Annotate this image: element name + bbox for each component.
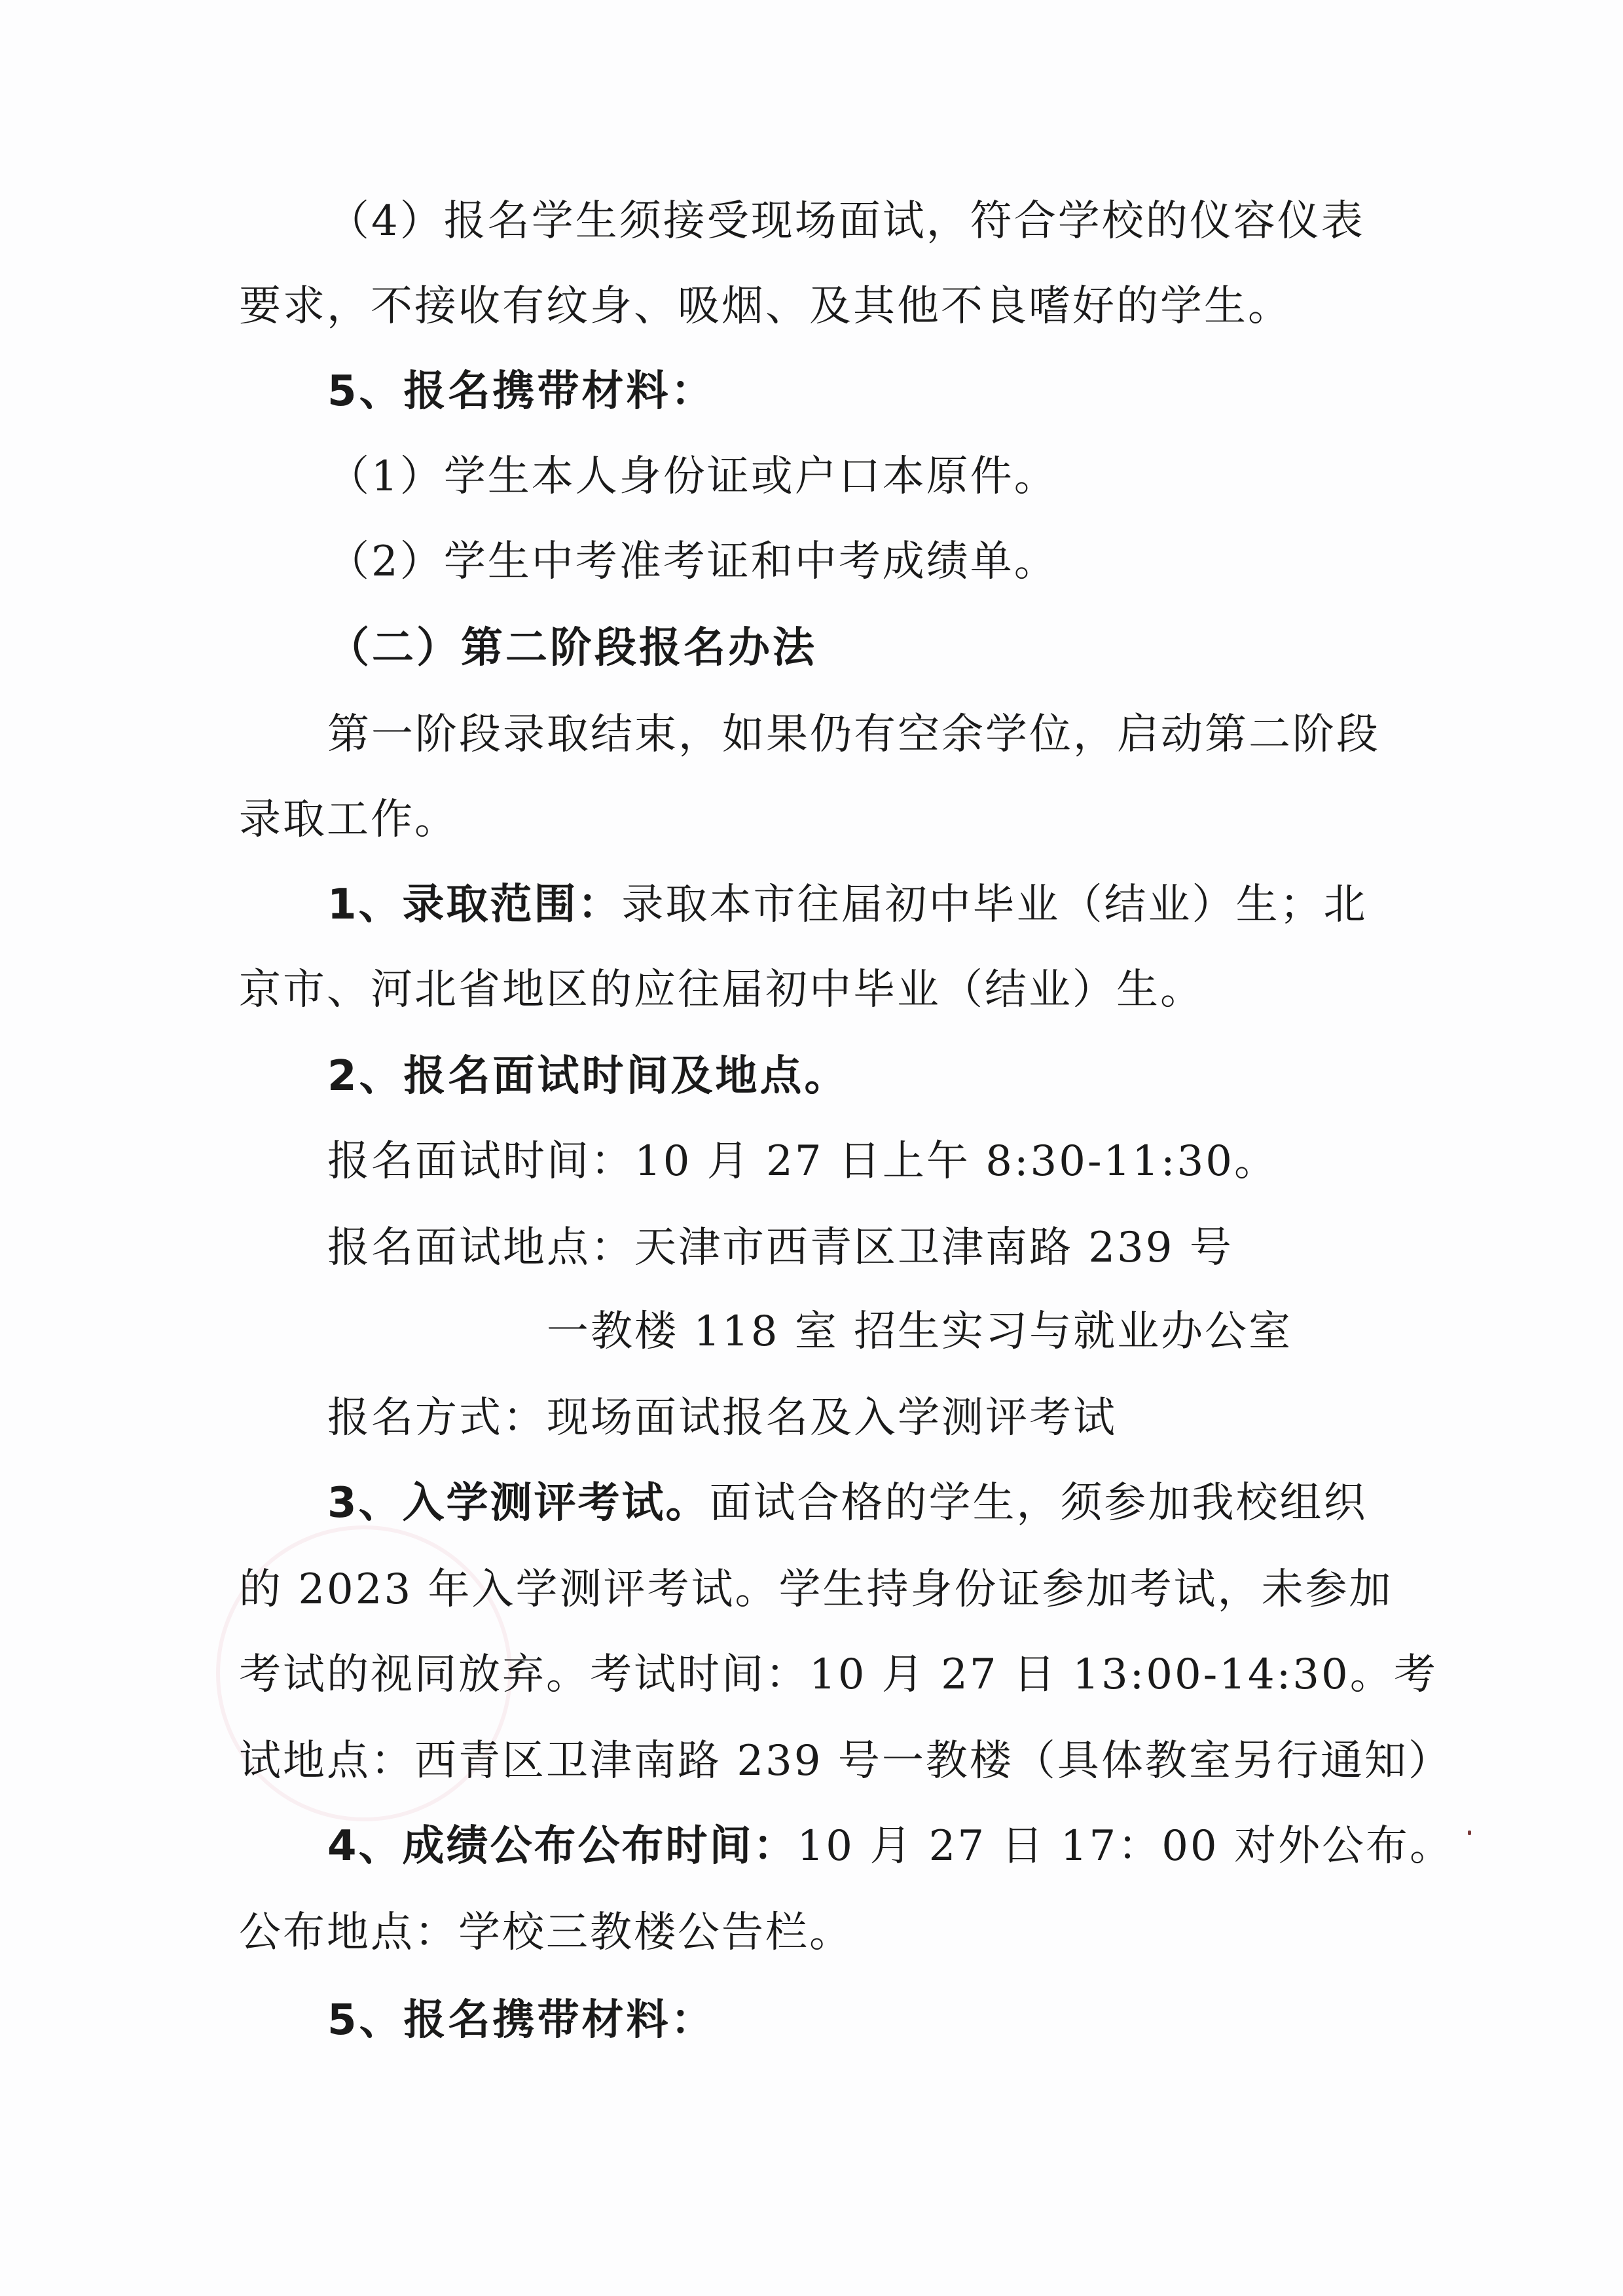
entrance-exam-label: 3、入学测评考试。 xyxy=(327,1479,710,1527)
admission-scope-line-2: 京市、河北省地区的应往届初中毕业（结业）生。 xyxy=(239,966,1204,1014)
item-4-requirement-line-1: （4）报名学生须接受现场面试，符合学校的仪容仪表 xyxy=(327,197,1365,246)
materials-item-2: （2）学生中考准考证和中考成绩单。 xyxy=(327,538,1058,586)
interview-time: 报名面试时间：10 月 27 日上午 8:30-11:30。 xyxy=(327,1137,1279,1186)
admission-scope-label: 1、录取范围： xyxy=(327,881,622,929)
heading-interview-time-place: 2、报名面试时间及地点。 xyxy=(327,1052,849,1101)
results-announcement-line-2: 公布地点：学校三教楼公告栏。 xyxy=(239,1908,853,1957)
admission-scope-line-1 xyxy=(327,879,1368,931)
admission-scope-text: 录取本市往届初中毕业（结业）生；北 xyxy=(621,881,1368,929)
entrance-exam-line-4: 试地点：西青区卫津南路 239 号一教楼（具体教室另行通知） xyxy=(239,1737,1452,1785)
stage2-intro-line-2: 录取工作。 xyxy=(239,795,458,844)
entrance-exam-text: 面试合格的学生，须参加我校组织 xyxy=(709,1479,1368,1527)
registration-method: 报名方式：现场面试报名及入学测评考试 xyxy=(327,1394,1117,1442)
results-announcement-text: 10 月 27 日 17：00 对外公布。 xyxy=(797,1822,1453,1870)
heading-stage2-method: （二）第二阶段报名办法 xyxy=(327,624,817,672)
interview-place-line-1: 报名面试地点：天津市西青区卫津南路 239 号 xyxy=(327,1224,1233,1272)
results-announcement-label: 4、成绩公布公布时间： xyxy=(327,1822,797,1870)
entrance-exam-line-1 xyxy=(327,1477,1368,1529)
item-4-requirement-line-2: 要求，不接收有纹身、吸烟、及其他不良嗜好的学生。 xyxy=(239,282,1292,331)
entrance-exam-line-3: 考试的视同放弃。考试时间：10 月 27 日 13:00-14:30。考 xyxy=(239,1650,1438,1699)
interview-place-line-2: 一教楼 118 室 招生实习与就业办公室 xyxy=(547,1307,1293,1356)
heading-materials-stage1: 5、报名携带材料： xyxy=(327,367,716,416)
entrance-exam-line-2: 的 2023 年入学测评考试。学生持身份证参加考试，未参加 xyxy=(239,1565,1393,1614)
heading-materials-stage2: 5、报名携带材料： xyxy=(327,1996,716,2045)
ink-speck xyxy=(1468,1831,1471,1835)
results-announcement-line-1 xyxy=(327,1820,1453,1872)
stage2-intro-line-1: 第一阶段录取结束，如果仍有空余学位，启动第二阶段 xyxy=(327,710,1380,759)
materials-item-1: （1）学生本人身份证或户口本原件。 xyxy=(327,452,1058,501)
